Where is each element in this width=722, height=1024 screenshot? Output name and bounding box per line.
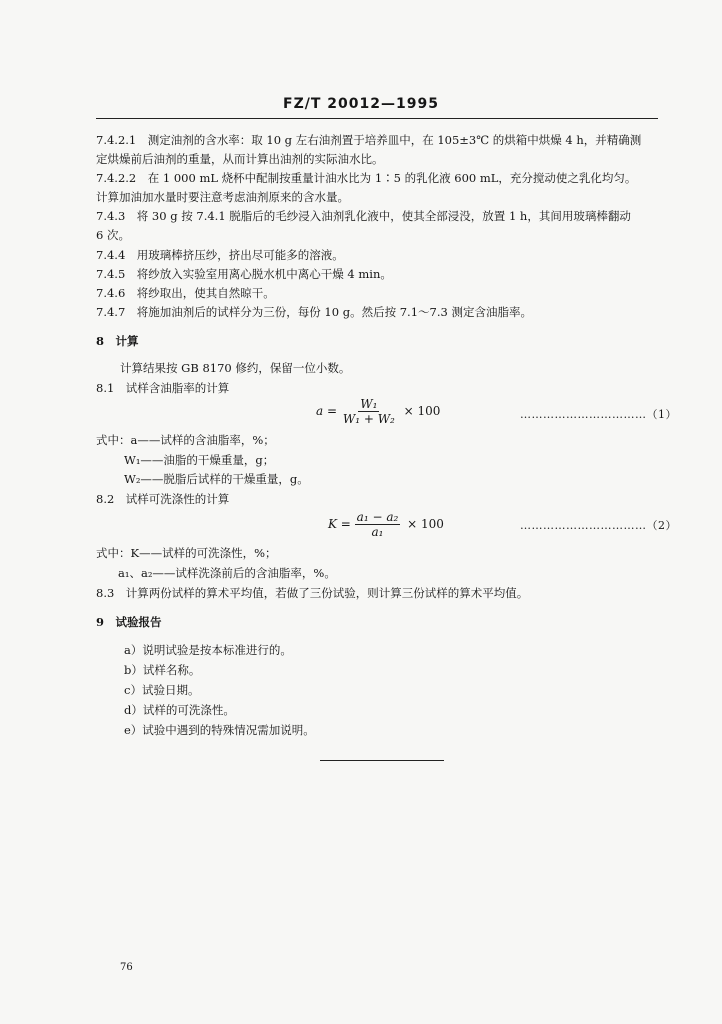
formula-2-where: 式中：K——试样的可洗涤性，%；	[96, 546, 277, 560]
standard-code-header: FZ/T 20012—1995	[283, 96, 439, 112]
clause-7-4-3-line1: 7.4.3 将 30 g 按 7.4.1 脱脂后的毛纱浸入油剂乳化液中，使其全部浸没，放置 1 h，其间用玻璃棒翻动	[96, 209, 631, 223]
clause-7-4-3-line2: 6 次。	[96, 228, 130, 242]
formula-1-w1-def: W₁——油脂的干燥重量，g；	[124, 453, 275, 467]
formula-1-numerator: W₁	[360, 397, 378, 411]
formula-2-multiplier: × 100	[407, 517, 444, 531]
formula-1-lhs: a =	[316, 404, 338, 418]
formula-2-fraction	[355, 510, 401, 539]
report-item-a: a）说明试验是按本标准进行的。	[124, 643, 292, 657]
formula-2-denominator: a₁	[371, 525, 384, 539]
formula-1	[316, 397, 440, 426]
clause-7-4-6: 7.4.6 将纱取出，使其自然晾干。	[96, 286, 275, 300]
header-rule	[96, 118, 658, 119]
formula-2	[328, 510, 444, 539]
formula-1-w2-def: W₂——脱脂后试样的干燥重量，g。	[124, 472, 309, 486]
clause-8-2-heading: 8.2 试样可洗涤性的计算	[96, 492, 230, 506]
section-8-intro: 计算结果按 GB 8170 修约，保留一位小数。	[120, 361, 351, 375]
report-item-c: c）试验日期。	[124, 683, 200, 697]
end-rule	[320, 760, 444, 761]
formula-2-numerator: a₁ − a₂	[356, 510, 399, 524]
clause-8-1-heading: 8.1 试样含油脂率的计算	[96, 381, 230, 395]
clause-7-4-7: 7.4.7 将施加油剂后的试样分为三份，每份 10 g。然后按 7.1～7.3 测定含油脂率。	[96, 305, 532, 319]
clause-8-3: 8.3 计算两份试样的算术平均值，若做了三份试验，则计算三份试样的算术平均值。	[96, 586, 529, 600]
equation-number-1: ……………………………（1）	[520, 408, 677, 421]
section-9-heading: 9 试验报告	[96, 615, 162, 629]
page-number: 76	[120, 962, 133, 973]
clause-7-4-2-1-line1: 7.4.2.1 测定油剂的含水率：取 10 g 左右油剂置于培养皿中，在 105±3℃ 的烘箱中烘燥 4 h，并精确测	[96, 133, 642, 147]
section-8-heading: 8 计算	[96, 334, 139, 348]
equation-number-2: ……………………………（2）	[520, 519, 677, 532]
report-item-b: b）试样名称。	[124, 663, 201, 677]
clause-7-4-2-1-line2: 定烘燥前后油剂的重量，从而计算出油剂的实际油水比。	[96, 152, 384, 166]
clause-7-4-5: 7.4.5 将纱放入实验室用离心脱水机中离心干燥 4 min。	[96, 267, 392, 281]
formula-1-fraction	[341, 397, 397, 426]
formula-2-a-def: a₁、a₂——试样洗涤前后的含油脂率，%。	[118, 566, 336, 580]
report-item-e: e）试验中遇到的特殊情况需加说明。	[124, 723, 315, 737]
clause-7-4-2-2-line2: 计算加油加水量时要注意考虑油剂原来的含水量。	[96, 190, 349, 204]
formula-1-multiplier: × 100	[403, 404, 441, 418]
report-item-d: d）试样的可洗涤性。	[124, 703, 235, 717]
formula-1-where: 式中：a——试样的含油脂率，%；	[96, 433, 275, 447]
formula-2-lhs: K =	[328, 517, 351, 531]
clause-7-4-2-2-line1: 7.4.2.2 在 1 000 mL 烧杯中配制按重量计油水比为 1∶5 的乳化液 600 mL，充分搅动使之乳化均匀。	[96, 171, 637, 185]
clause-7-4-4: 7.4.4 用玻璃棒挤压纱，挤出尽可能多的溶液。	[96, 248, 344, 262]
formula-1-denominator: W₁ + W₂	[342, 412, 395, 426]
